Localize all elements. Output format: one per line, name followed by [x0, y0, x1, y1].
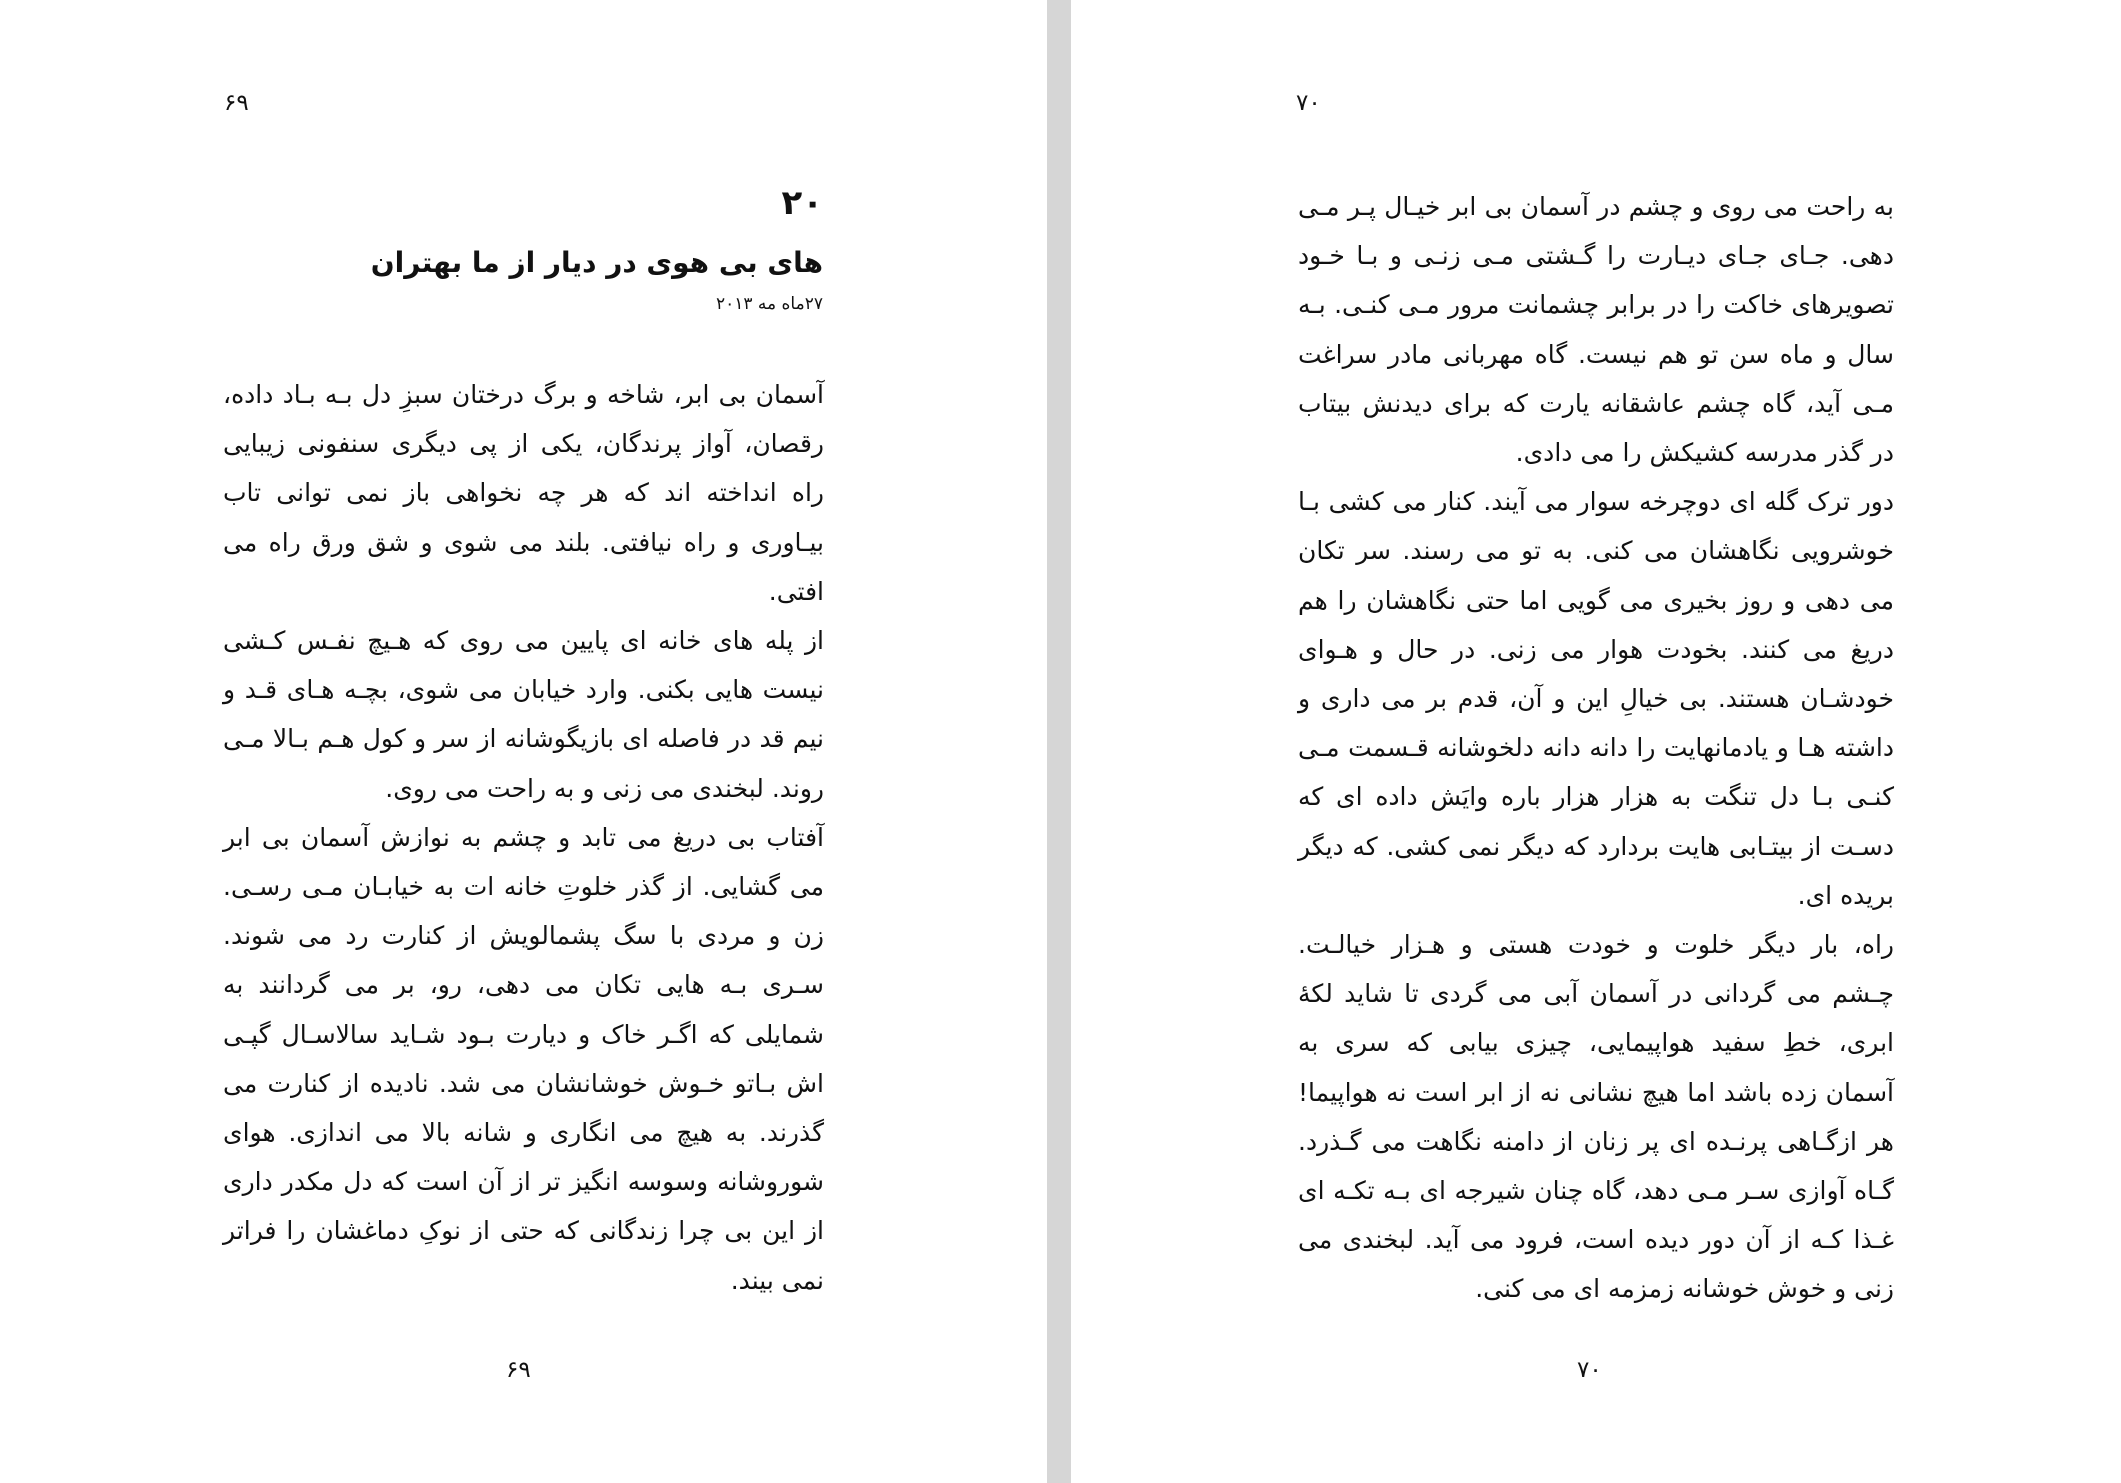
page-header-number: ۷۰ [1296, 90, 1321, 116]
page-body [223, 370, 824, 1305]
paragraph: راه، بار دیگر خلوت و خودت هستی و هـزار خیالـت. چـشم می گردانی در آسمان آبی می گردی تا شاید لکۀ ابری، خطِ سفید هواپیمایی، چیزی بیابی که سری به آسمان زده باشد اما هیچ نشانی نه از ابر است نه هواپیما! هر ازگـاهی پرنـده ای پر زنان از دامنه نگاهت می گـذرد. گـاه آوازی سـر مـی دهد، گاه چنان شیرجه ای بـه تکـه ای غـذا کـه از آن دور دیده است، فرود می آید. لبخندی می زنی و خوش خوشانه زمزمه ای می کنی. [1298, 930, 1894, 1304]
paragraph: به راحت می روی و چشم در آسمان بی ابر خیـال پـر مـی دهی. جـای جـای دیـارت را گـشتی مـی زنـی و بـا خـود تصویرهای خاکت را در برابر چشمانت مرور مـی کنـی. بـه سال و ماه سن تو هم نیست. گاه مهربانی مادر سراغت مـی آید، گاه چشم عاشقانه یارت که برای دیدنش بیتاب در گذر مدرسه کشیکش را می دادی. [1298, 192, 1894, 468]
page-header-number: ۶۹ [224, 90, 249, 116]
page-footer-number: ۷۰ [1577, 1357, 1602, 1383]
paragraph: از پله های خانه ای پایین می روی که هـیچ نفـس کـشی نیست هایی بکنی. وارد خیابان می شوی، بچـه هـای قـد و نیم قد در فاصله ای بازیگوشانه از سر و کول هـم بـالا مـی روند. لبخندی می زنی و به راحت می روی. [223, 626, 824, 803]
page-footer-number: ۶۹ [506, 1357, 531, 1383]
left-page [0, 0, 1047, 1483]
paragraph: دور ترک گله ای دوچرخه سوار می آیند. کنار می کشی بـا خوشرویی نگاهشان می کنی. به تو می رسند. سر تکان می دهی و روز بخیری می گویی اما حتی نگاهشان را هم دریغ می کنند. بخودت هوار می زنی. در حال و هـوای خودشـان هستند. بی خیالِ این و آن، قدم بر می داری و داشته هـا و یادمانهایت را دانه دانه دلخوشانه قـسمت مـی کنـی بـا دل تنگت به هزار هزار باره وایَش داده ای که دسـت از بیتـابی هایت بردارد که دیگر نمی کشی. که دیگر بریده ای. [1298, 487, 1894, 910]
chapter-number: ۲۰ [781, 183, 823, 223]
chapter-title: های بی هوی در دیار از ما بهتران [370, 246, 823, 279]
paragraph: آفتاب بی دریغ می تابد و چشم به نوازش آسمان بی ابر می گشایی. از گذر خلوتِ خانه ات به خیابـان مـی رسـی. زن و مردی با سگ پشمالویش از کنارت رد می شوند. سـری بـه هایی تکان می دهی، رو، بر می گردانند به شمایلی که اگـر خاک و دیارت بـود شـاید سالاسـال گپـی اش بـاتو خـوش خوشانشان می شد. نادیده از کنارت می گذرند. به هیچ می انگاری و شانه بالا می اندازی. هوای شوروشانه وسوسه انگیز تر از آن است که دل مکدر داری از این بی چرا زندگانی که حتی از نوکِ دماغشان را فراتر نمی بیند. [223, 822, 824, 1295]
paragraph: آسمان بی ابر، شاخه و برگ درختان سبزِ دل بـه بـاد داده، رقصان، آواز پرندگان، یکی از پی دیگری سنفونی زیبایی راه انداخته اند که هر چه نخواهی باز نمی توانی تاب بیـاوری و راه نیافتی. بلند می شوی و شق ورق راه می افتی. [223, 380, 824, 606]
right-page [1071, 0, 2121, 1483]
page-body [1298, 182, 1894, 1314]
chapter-date: ۲۷ماه مه ۲۰۱۳ [715, 294, 823, 314]
